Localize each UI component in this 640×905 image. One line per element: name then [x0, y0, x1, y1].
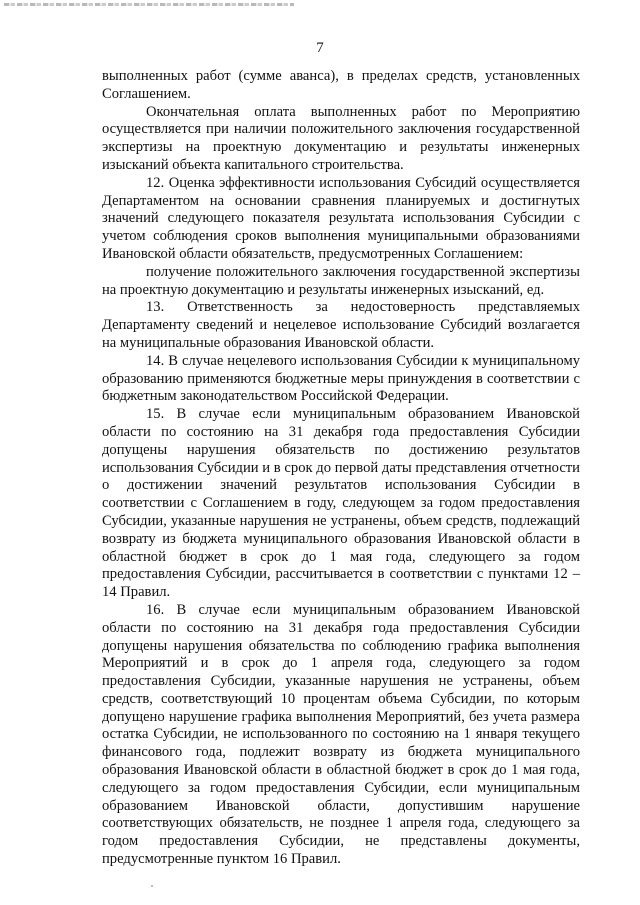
- paragraph-continued: выполненных работ (сумме аванса), в пределах средств, установленных Соглашением.: [102, 68, 580, 102]
- paragraph-16: 16. В случае если муниципальным образованием Ивановской области по состоянию на 31 декабря года предоставления Субсидии допущены нарушения обязательства по соблюдению графика выполнения Мероприятий и в срок до 1 апреля года, следующего за годом предоставления Субсидии, указанные нарушения не устранены, объем средств, соответствующий 10 процентам объема Субсидии, по которым допущено нарушение графика выполнения Мероприятий, без учета размера остатка Субсидии, не использованного по состоянию на 1 января текущего финансового года, подлежит возврату из бюджета муниципального образования Ивановской области в областной бюджет в срок до 1 мая года, следующего за годом предоставления Субсидии, если муниципальным образованием Ивановской области, допустившим нарушение соответствующих обязательств, не позднее 1 апреля года, следующего за годом предоставления Субсидии, не представлены документы, предусмотренные пунктом 16 Правил.: [102, 601, 580, 868]
- paragraph-14: 14. В случае нецелевого использования Субсидии к муниципальному образованию применяются бюджетные меры принуждения в соответствии с бюджетным законодательством Российской Федерации.: [102, 352, 580, 405]
- paragraph-12: 12. Оценка эффективности использования Субсидий осуществляется Департаментом на основании сравнения планируемых и достигнутых значений следующего показателя результата использования Субсидии с учетом соблюдения сроков выполнения муниципальными образованиями Ивановской области обязательств, предусмотренных Соглашением:: [102, 174, 580, 262]
- paragraph-final-payment: Окончательная оплата выполненных работ по Мероприятию осуществляется при наличии положительного заключения государственной экспертизы на проектную документацию и результаты инженерных изысканий объекта капитального строительства.: [102, 103, 580, 173]
- paragraph-15: 15. В случае если муниципальным образованием Ивановской области по состоянию на 31 декабря года предоставления Субсидии допущены нарушения обязательств по достижению результатов использования Субсидии и в срок до первой даты представления отчетности о достижении значений результатов использования Субсидии в соответствии с Соглашением в году, следующем за годом предоставления Субсидии, указанные нарушения не устранены, объем средств, подлежащий возврату из бюджета муниципального образования Ивановской области в областной бюджет в срок до 1 мая года, следующего за годом предоставления Субсидии, рассчитывается в соответствии с пунктами 12 – 14 Правил.: [102, 406, 580, 601]
- paragraph-13: 13. Ответственность за недостоверность представляемых Департаменту сведений и нецелевое использование Субсидий возлагается на муниципальные образования Ивановской области.: [102, 299, 580, 351]
- scan-header-artifact: [4, 3, 294, 6]
- document-body: [102, 68, 580, 869]
- scan-speck: [151, 885, 153, 887]
- paragraph-12-indicator: получение положительного заключения государственной экспертизы на проектную документацию и результаты инженерных изысканий, ед.: [102, 263, 580, 298]
- page-number: 7: [316, 40, 324, 56]
